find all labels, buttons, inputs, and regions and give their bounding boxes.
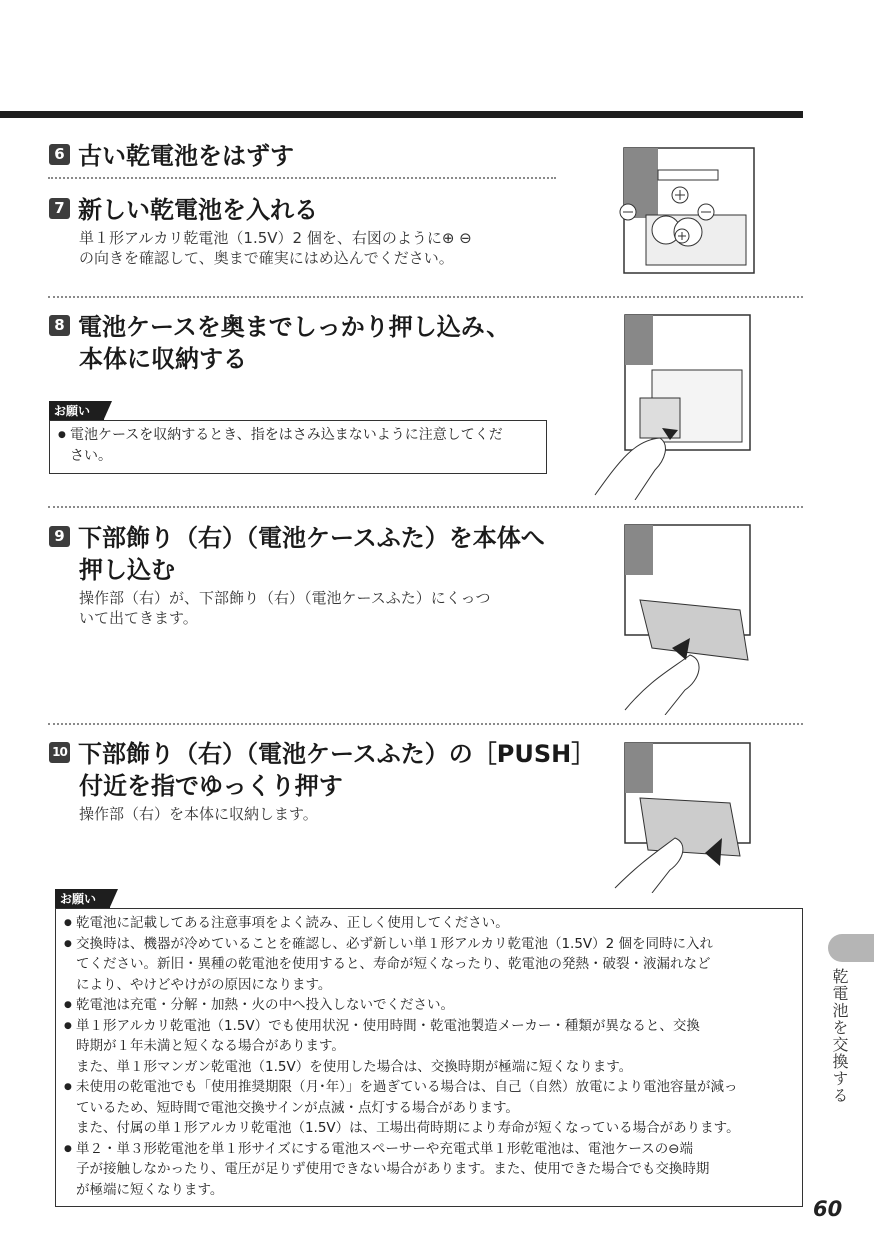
divider [48,723,803,725]
section-tab [828,934,874,962]
step-7 [49,194,472,268]
notice-item: ● 単２・単３形乾電池を単１形サイズにする電池スペーサーや充電式単１形乾電池は、電池ケースの⊖端 子が接触しなかったり、電圧が足りず使用できない場合があります。また、使用できた場合でも交換時期 が極端に短くなります。 [64,1139,794,1201]
notice-item: ● 単１形アルカリ乾電池（1.5V）でも使用状況・使用時間・乾電池製造メーカー・種類が異なると、交換 時期が１年未満と短くなる場合があります。 また、単１形マンガン乾電池（1.5V）を使用した場合は、交換時期が極端に短くなります。 [64,1016,794,1078]
step-number: 8 [49,315,70,336]
step-body-line: 操作部（右）が、下部飾り（右）（電池ケースふた）にくっつ [79,589,491,607]
notice-tag: お願い [49,401,104,420]
header-rule [0,111,803,118]
step-title-line2: 本体に収納する [79,345,247,373]
notice-large [55,888,803,1207]
step-9 [49,522,545,628]
step-title: 下部飾り（右）（電池ケースふた）を本体へ [78,524,545,552]
cover-push-illustration [590,520,756,715]
notice-small [49,400,547,474]
push-button-illustration [600,738,756,893]
page-number: 60 [813,1197,843,1221]
divider [48,296,803,298]
step-title: 新しい乾電池を入れる [78,196,318,224]
step-body-line: 操作部（右）を本体に収納します。 [79,805,318,823]
step-title: 下部飾り（右）（電池ケースふた）の［PUSH］ [78,740,596,768]
step-number: 6 [49,144,70,165]
case-push-illustration [590,310,756,500]
battery-insert-illustration [606,140,756,275]
step-10 [49,738,595,824]
step-title: 電池ケースを奥までしっかり押し込み、 [78,313,511,341]
step-body-line: の向きを確認して、奥まで確実にはめ込んでください。 [79,249,454,267]
step-number: 10 [49,742,70,763]
notice-item: ● 未使用の乾電池でも「使用推奨期限（月･年）」を過ぎている場合は、自己（自然）放電により電池容量が減っ ているため、短時間で電池交換サインが点滅・点灯する場合があります。 また、付属の単１形アルカリ乾電池（1.5V）は、工場出荷時期により寿命が短くなっている場合があります。 [64,1077,794,1139]
step-6 [49,140,294,172]
step-number: 7 [49,198,70,219]
divider [48,177,556,179]
divider [48,506,803,508]
section-label: 乾電池を交換する [830,968,849,1104]
step-body-line: いて出てきます。 [79,609,198,627]
step-body-line: 単１形アルカリ乾電池（1.5V）2 個を、右図のように⊕ ⊖ [79,229,472,247]
step-8 [49,311,510,375]
step-title-line2: 付近を指でゆっくり押す [79,772,343,800]
notice-item: ● 電池ケースを収納するとき、指をはさみ込まないように注意してくだ さい。 [58,425,538,467]
notice-item: ● 乾電池に記載してある注意事項をよく読み、正しく使用してください。 [64,913,794,934]
step-title: 古い乾電池をはずす [78,142,294,170]
notice-item: ● 乾電池は充電・分解・加熱・火の中へ投入しないでください。 [64,995,794,1016]
step-number: 9 [49,526,70,547]
notice-item: ● 交換時は、機器が冷めていることを確認し、必ず新しい単１形アルカリ乾電池（1.5V）2 個を同時に入れ てください。新旧・異種の乾電池を使用すると、寿命が短くなったり、乾電池の発熱・破裂・液漏れなど により、やけどやけがの原因になります。 [64,934,794,996]
step-title-line2: 押し込む [79,556,175,584]
notice-tag: お願い [55,889,110,908]
